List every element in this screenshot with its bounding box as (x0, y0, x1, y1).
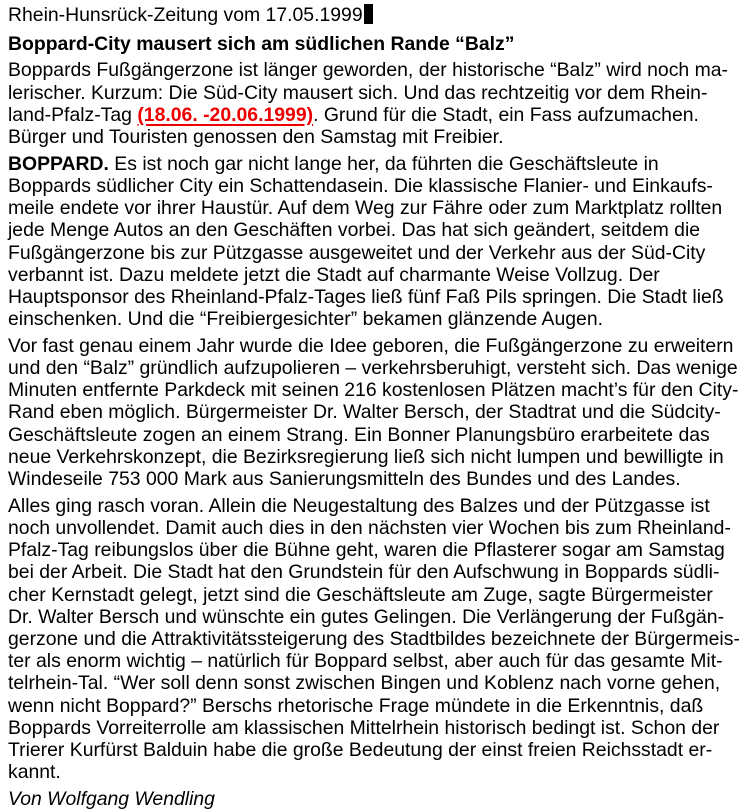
text-segment: Es ist noch gar nicht lange her, da führten die Geschäftsleute in (108, 152, 659, 175)
text-line (8, 424, 744, 446)
text-segment: wenn nicht Boppard?” Berschs rhetorische Frage mündete in die Erkenntnis, daß (8, 694, 704, 717)
text-segment: Geschäftsleute zogen an einem Strang. Ein Bonner Planungsbüro erarbeitete das (8, 423, 710, 446)
text-line (8, 59, 744, 81)
text-line (8, 446, 744, 468)
text-cursor (364, 4, 373, 24)
text-line (8, 401, 744, 423)
text-segment: Boppards Fußgängerzone ist länger geworden, der historische “Balz” wird noch ma- (8, 59, 728, 82)
text-line (8, 286, 744, 308)
text-segment: Bürger und Touristen genossen den Samstag mit Freibier. (8, 126, 504, 149)
text-line (8, 739, 744, 761)
text-line (8, 219, 744, 241)
dateline-lead: BOPPARD. (8, 152, 109, 175)
text-line (8, 335, 744, 357)
text-line (8, 357, 744, 379)
text-segment: jede Menge Autos an den Geschäften vorbei. Das hat sich geändert, seitdem die (8, 219, 701, 242)
article-headline: Boppard-City mausert sich am südlichen Rande “Balz” (8, 33, 515, 56)
text-line (8, 650, 744, 672)
text-line (8, 761, 744, 783)
text-line (8, 175, 744, 197)
text-line (8, 468, 744, 490)
text-segment: Boppards südlicher City ein Schattendasein. Die klassische Flanier- und Einkaufs- (8, 174, 713, 197)
text-line (8, 628, 744, 650)
text-segment: Dr. Walter Bersch und wünschte ein gutes Gelingen. Die Verlängerung der Fußgän- (8, 605, 725, 628)
text-segment: Vor fast genau einem Jahr wurde die Idee geboren, die Fußgängerzone zu erweitern (8, 334, 734, 357)
text-segment: Alles ging rasch voran. Allein die Neugestaltung des Balzes und der Pützgasse ist (8, 494, 710, 517)
text-segment: Minuten entfernte Parkdeck mit seinen 216 kostenlosen Plätzen macht’s für den City- (8, 379, 739, 402)
text-segment: Hauptsponsor des Rheinland-Pfalz-Tages ließ fünf Faß Pils springen. Die Stadt ließ (8, 285, 724, 308)
text-line (8, 517, 744, 539)
paragraph (8, 335, 744, 490)
text-segment: und den “Balz” gründlich aufzupolieren – verkehrsberuhigt, versteht sich. Das wenige (8, 357, 738, 380)
source-dateline-text: Rhein-Hunsrück-Zeitung vom 17.05.1999 (8, 4, 363, 26)
text-segment: verbannt ist. Dazu meldete jetzt die Stadt auf charmante Weise Vollzug. Der (8, 263, 660, 286)
paragraph (8, 153, 744, 331)
text-segment: Boppards Vorreiterrolle am klassischen Mittelrhein historisch bedingt ist. Schon der (8, 716, 720, 739)
text-segment: bei der Arbeit. Die Stadt hat den Grundstein für den Aufschwung in Boppards südli- (8, 561, 720, 584)
text-line (8, 606, 744, 628)
text-segment: kannt. (8, 761, 61, 784)
text-segment: neue Verkehrskonzept, die Bezirksregierung ließ sich nicht lumpen und bewilligte in (8, 445, 724, 468)
byline: Von Wolfgang Wendling (8, 787, 215, 810)
text-line (8, 264, 744, 286)
text-segment: noch unvollendet. Damit auch dies in den nächsten vier Wochen bis zum Rheinland- (8, 516, 731, 539)
text-line (8, 695, 744, 717)
text-segment: Windeseile 753 000 Mark aus Sanierungsmitteln des Bundes und des Landes. (8, 468, 681, 491)
text-line (8, 717, 744, 739)
highlighted-date-range: (18.06. -20.06.1999) (137, 103, 314, 126)
text-line (8, 153, 744, 175)
text-line (8, 82, 744, 104)
text-segment: Rand eben möglich. Bürgermeister Dr. Walter Bersch, der Stadtrat und die Südcity- (8, 401, 721, 424)
text-segment: Trierer Kurfürst Balduin habe die große Bedeutung der einst freien Reichsstadt er- (8, 739, 713, 761)
text-line (8, 672, 744, 694)
text-segment: land-Pfalz-Tag (8, 103, 138, 126)
text-segment: Pfalz-Tag reibungslos über die Bühne geht, waren die Pflasterer sogar am Samstag (8, 539, 725, 562)
paragraph (8, 495, 744, 784)
text-line (8, 197, 744, 219)
text-line (8, 539, 744, 561)
source-dateline (8, 4, 744, 26)
text-line (8, 495, 744, 517)
text-segment: lerischer. Kurzum: Die Süd-City mausert sich. Und das rechtzeitig vor dem Rhein- (8, 81, 708, 104)
text-line (8, 308, 744, 330)
text-line (8, 584, 744, 606)
text-segment: cher Kernstadt gelegt, jetzt sind die Geschäftsleute am Zuge, sagte Bürgermeister (8, 583, 713, 606)
text-segment: ter als enorm wichtig – natürlich für Boppard selbst, aber auch für das gesamte Mit- (8, 650, 723, 673)
text-segment: Fußgängerzone bis zur Pützgasse ausgeweitet und der Verkehr aus der Süd-City (8, 241, 706, 264)
text-segment: meile endete vor ihrer Haustür. Auf dem Weg zur Fähre oder zum Marktplatz rollten (8, 197, 723, 220)
text-segment: telrhein-Tal. “Wer soll denn sonst zwischen Bingen und Koblenz nach vorne gehen, (8, 672, 721, 695)
text-line (8, 379, 744, 401)
paragraph (8, 59, 744, 148)
text-segment: . Grund für die Stadt, ein Fass aufzumachen. (313, 103, 699, 126)
text-line (8, 104, 744, 126)
text-line (8, 126, 744, 148)
text-segment: einschenken. Und die “Freibiergesichter” bekamen glänzende Augen. (8, 308, 604, 331)
article-body (8, 59, 744, 783)
text-line (8, 242, 744, 264)
text-segment: gerzone und die Attraktivitätssteigerung des Stadtbildes bezeichnete der Bürgermeis- (8, 627, 740, 650)
text-line (8, 561, 744, 583)
